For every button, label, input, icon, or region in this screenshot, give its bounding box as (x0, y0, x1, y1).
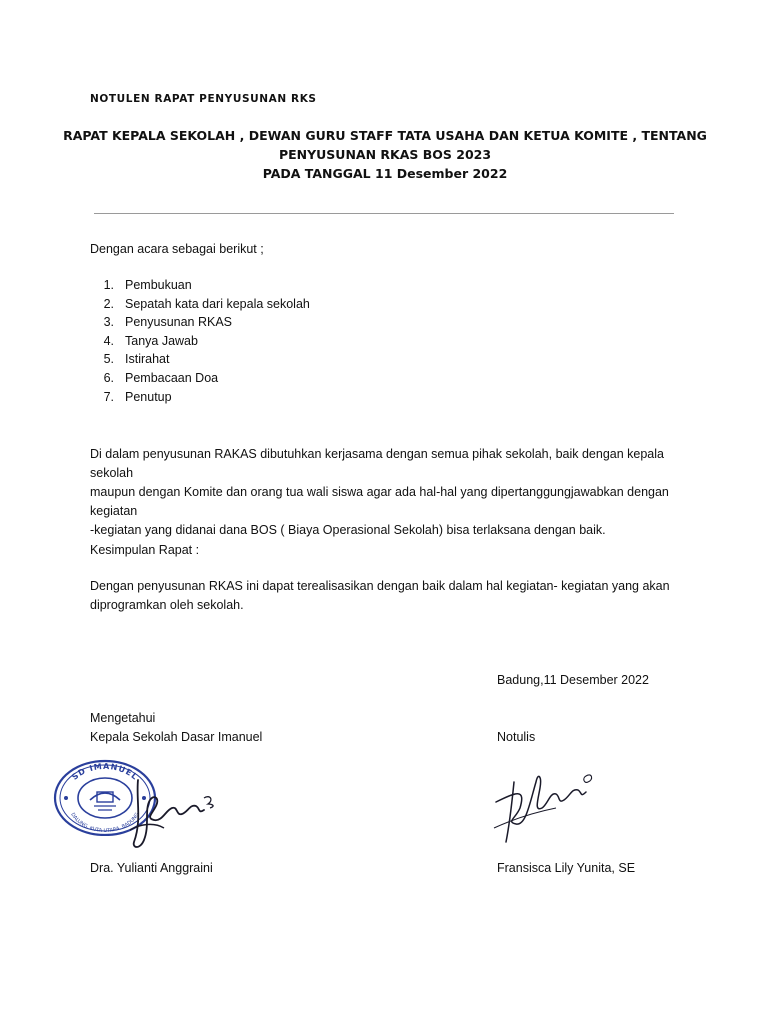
svg-text:DALUNG, KUTA UTARA, BADUNG: DALUNG, KUTA UTARA, BADUNG (69, 811, 141, 835)
agenda-item: 1. Pembukuan (103, 278, 192, 292)
document-label: NOTULEN RAPAT PENYUSUNAN RKS (90, 93, 317, 105)
agenda-item: 3. Penyusunan RKAS (103, 315, 233, 330)
secretary-role: Notulis (497, 730, 536, 744)
heading-line-2: PENYUSUNAN RKAS BOS 2023 (278, 147, 492, 162)
meeting-heading (60, 126, 710, 183)
principal-signature-icon (120, 770, 220, 855)
body-paragraph: Di dalam penyusunan RAKAS dibutuhkan kerjasama dengan semua pihak sekolah, baik dengan kepala sekolah maupun dengan Komite dan orang tua wali siswa agar ada hal-hal yang dipertanggungjawabkan dengan kegiatan -kegiatan yang didanai dana BOS ( Biaya Operasional Sekolah) bisa terlaksana dengan baik. (90, 447, 669, 537)
secretary-name: Fransisca Lily Yunita, SE (497, 861, 636, 875)
agenda-list (90, 276, 310, 406)
conclusion-title: Kesimpulan Rapat : (90, 543, 200, 557)
place-date: Badung,11 Desember 2022 (497, 673, 649, 687)
agenda-item: 5. Istirahat (103, 352, 170, 367)
principal-name: Dra. Yulianti Anggraini (90, 861, 213, 875)
heading-divider (94, 213, 674, 214)
agenda-item: 6. Pembacaan Doa (103, 370, 219, 385)
agenda-item: 4. Tanya Jawab (103, 333, 198, 348)
acknowledged-caption: Mengetahui (90, 711, 156, 725)
agenda-item: 7. Penutup (103, 389, 172, 404)
svg-text:SD IMANUEL: SD IMANUEL (70, 761, 140, 782)
secretary-signature-icon (486, 762, 596, 850)
agenda-item: 2. Sepatah kata dari kepala sekolah (103, 296, 310, 311)
heading-line-3: PADA TANGGAL 11 Desember 2022 (262, 166, 508, 181)
agenda-intro: Dengan acara sebagai berikut ; (90, 242, 264, 256)
conclusion-body: Dengan penyusunan RKAS ini dapat terealisasikan dengan baik dalam hal kegiatan- kegiatan yang akan diprogramkan oleh sekolah. (90, 579, 670, 612)
principal-role: Kepala Sekolah Dasar Imanuel (90, 730, 263, 744)
heading-line-1: RAPAT KEPALA SEKOLAH , DEWAN GURU STAFF TATA USAHA DAN KETUA KOMITE , TENTANG (63, 128, 707, 143)
